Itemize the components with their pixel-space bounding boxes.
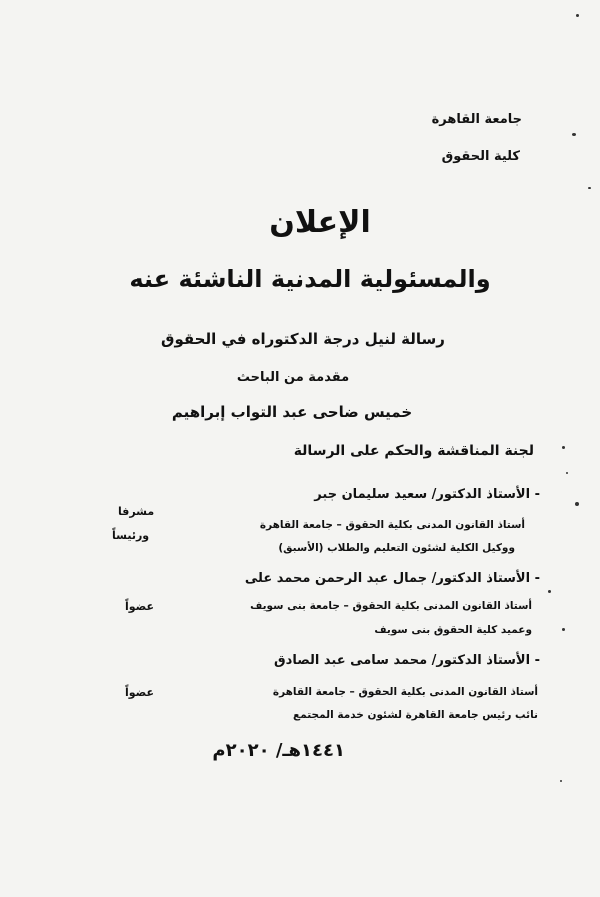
member-1-role-chair: ورئيساً xyxy=(112,529,150,542)
member-1-title: أستاذ القانون المدنى بكلية الحقوق – جامعة القاهرة xyxy=(259,519,525,531)
scan-speck xyxy=(576,14,579,17)
scan-speck xyxy=(575,502,579,506)
thesis-main-title: الإعلان xyxy=(269,205,371,240)
scan-speck xyxy=(562,446,565,449)
faculty-name: كلية الحقوق xyxy=(441,149,520,164)
member-1-name: - الأستاذ الدكتور/ سعيد سليمان جبر xyxy=(314,487,540,502)
member-2-name: - الأستاذ الدكتور/ جمال عبد الرحمن محمد على xyxy=(244,571,540,586)
member-3-name: - الأستاذ الدكتور/ محمد سامى عبد الصادق xyxy=(274,653,540,668)
scan-speck xyxy=(560,780,562,782)
scan-speck xyxy=(588,187,591,189)
member-2-title: أستاذ القانون المدنى بكلية الحقوق – جامعة بنى سويف xyxy=(250,600,532,612)
author-name: خميس ضاحى عبد التواب إبراهيم xyxy=(171,403,413,421)
member-2-role: عضواً xyxy=(125,600,155,613)
hijri-gregorian-date: ١٤٤١هـ/ ٢٠٢٠م xyxy=(212,740,345,761)
member-1-subtitle: ووكيل الكلية لشئون التعليم والطلاب (الأسبق) xyxy=(278,542,515,554)
degree-statement: رسالة لنيل درجة الدكتوراه في الحقوق xyxy=(161,330,445,348)
university-name: جامعة القاهرة xyxy=(431,112,522,127)
member-3-subtitle: نائب رئيس جامعة القاهرة لشئون خدمة المجتمع xyxy=(293,709,538,721)
thesis-subtitle: والمسئولية المدنية الناشئة عنه xyxy=(129,265,491,293)
scan-speck xyxy=(548,590,551,593)
submitted-by-label: مقدمة من الباحث xyxy=(236,370,350,385)
scan-speck xyxy=(572,133,576,136)
member-1-role-supervisor: مشرفا xyxy=(118,505,155,518)
member-3-role: عضواً xyxy=(125,686,155,699)
member-2-subtitle: وعميد كلية الحقوق بنى سويف xyxy=(374,624,532,636)
member-3-title: أستاذ القانون المدنى بكلية الحقوق – جامعة القاهرة xyxy=(272,686,538,698)
committee-heading: لجنة المناقشة والحكم على الرسالة xyxy=(293,443,534,459)
scan-speck xyxy=(566,472,568,474)
scan-speck xyxy=(562,628,565,631)
